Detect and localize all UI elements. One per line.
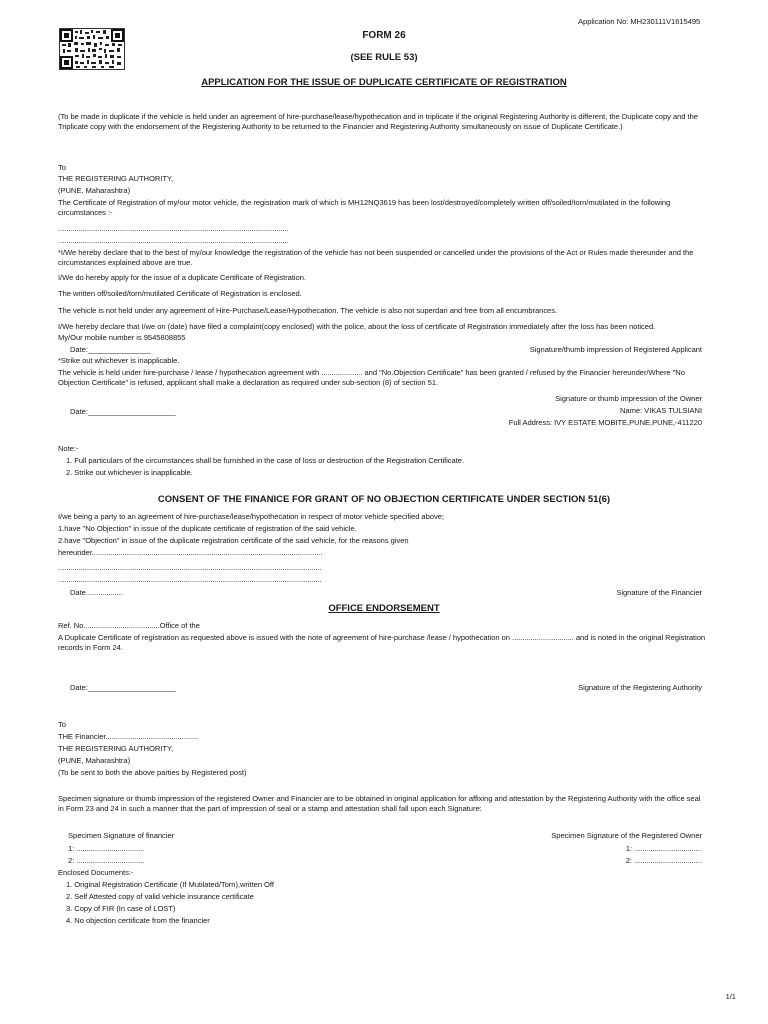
owner-date: Date:_____________________ [70,407,176,416]
circumstance-line-1: ................................................................................................................ [58,224,289,233]
owner-signature: Signature or thumb impression of the Owner [555,394,702,403]
applicant-date: Date:_______________ [70,345,151,354]
note-heading: Note:- [58,444,79,453]
financier-address: THE Financier............................................. [58,732,199,741]
rule-reference: (SEE RULE 53) [350,52,418,63]
enclosed-heading: Enclosed Documents:- [58,868,134,877]
office-endorsement-text: A Duplicate Certificate of registration as requested above is issued with the note of agreement of hire-purchase /lease / hypothecation on .............................. and is noted in the original Registration records in Form 24. [58,633,706,652]
note-1: 1. Full particulars of the circumstances shall be furnished in the case of loss or destruction of the Registration Certificate. [66,456,465,465]
main-title: APPLICATION FOR THE ISSUE OF DUPLICATE CERTIFICATE OF REGISTRATION [201,77,567,88]
enclosed-item-4: 4. No objection certificate from the financier [66,916,210,925]
financier-signature: Signature of the Financier [616,588,702,597]
applicant-signature: Signature/thumb impression of Registered Applicant [529,345,702,354]
declaration-4: The vehicle is not held under any agreement of Hire-Purchase/Lease/Hypothecation. The vehicle is also not superdari and free from all encumbrances. [58,306,558,315]
declaration-5: I/We hereby declare that I/we on (date) have filed a complaint(copy enclosed) with the police, about the loss of certificate of Registration immediately after the loss has been noticed. [58,322,656,331]
registering-authority-2: THE REGISTERING AUTHORITY, [58,744,174,753]
financier-date: Date.................. [70,588,123,597]
enclosed-item-3: 3. Copy of FIR (In case of LOST) [66,904,176,913]
specimen-owner-label: Specimen Signature of the Registered Owner [551,831,702,840]
financier-specimen-1: 1: ................................. [68,844,145,853]
to-label-2: To [58,720,66,729]
office-endorsement-title: OFFICE ENDORSEMENT [328,603,440,614]
authority-date: Date:_____________________ [70,683,176,692]
application-number: Application No: MH230111V1615495 [578,17,701,26]
owner-name: Name: VIKAS TULSIANI [620,406,702,415]
owner-specimen-1: 1: ................................. [625,844,702,853]
certificate-text: The Certificate of Registration of my/our motor vehicle, the registration mark of which is MH12NQ3619 has been lost/destroyed/completely written off/soiled/torn/mutilated in the following circumstances :- [58,198,671,217]
consent-line-1: I/we being a party to an agreement of hire-purchase/lease/hypothecation in respect of motor vehicle specified above; [58,512,444,521]
owner-address: Full Address: IVY ESTATE MOBITE,PUNE,PUNE,-411220 [508,418,702,427]
circumstance-line-2: ................................................................................................................ [58,236,289,245]
declaration-3: The written off/soiled/torn/mutilated Certificate of Registration is enclosed. [58,289,302,298]
reference-number: Ref. No.....................................Office of the [58,621,200,630]
consent-line-3: 2.have "Objection" in issue of the duplicate registration certificate of the said vehicle, for the reasons given [58,536,409,545]
strike-note: *Strike out whichever is inapplicable. [58,356,180,365]
form-title: FORM 26 [362,30,406,41]
consent-line-2: 1.have "No Objection" in issue of the duplicate certificate of registration of the said vehicle. [58,524,357,533]
enclosed-item-2: 2. Self Attested copy of valid vehicle insurance certificate [66,892,254,901]
declaration-1: *I/We hereby declare that to the best of my/our knowledge the registration of the vehicle has not been suspended or cancelled under the provisions of the Act or Rules made thereunder and the circumstances explained above are true. [58,248,694,267]
declaration-2: I/We do hereby apply for the issue of a duplicate Certificate of Registration. [58,273,306,282]
consent-line-4: hereunder................................................................................................................ [58,548,323,557]
specimen-instructions: Specimen signature or thumb impression of the registered Owner and Financier are to be obtained in original application for affixing and attestation by the Registering Authority with the office seal in Form 23 and 24 in such a manner that the part of impression of seal or a stamp and attestation shall fall upon each Signature: [58,794,701,813]
page-number: 1/1 [725,992,736,1001]
hire-purchase-text: The vehicle is held under hire-purchase / lease / hypothecation agreement with .................... and "No.Objection Certificate" has been granted / refused by the Financier hereunder/Where "No Objection Certificate" is refused, applicant shall make a declaration as required under sub-section (8) of section 51. [58,368,685,387]
authority-place: (PUNE, Maharashtra) [58,186,131,195]
mobile-number: My/Our mobile number is 9545808855 [58,333,186,342]
registered-post-note: (To be sent to both the above parties by Registered post) [58,768,247,777]
qr-code-graphic [60,29,124,69]
authority-signature: Signature of the Registering Authority [578,683,702,692]
consent-dotline-1: ................................................................................................................................ [58,563,322,572]
intro-paragraph: (To be made in duplicate if the vehicle is held under an agreement of hire-purchase/lease/hypothecation and in triplicate if the original Registering Authority is different, the Duplicate copy and the Triplicate copy with the endorsement of the Registering Authority to be returned to the Financier and Registering Authority simultaneously on issue of Duplicate Certificate.) [58,112,698,131]
registering-authority: THE REGISTERING AUTHORITY, [58,174,174,183]
note-2: 2. Strike out whichever is inapplicable. [66,468,193,477]
owner-specimen-2: 2: ................................. [625,856,702,865]
to-label: To [58,163,66,172]
financier-specimen-2: 2: ................................. [68,856,145,865]
specimen-financier-label: Specimen Signature of financier [68,831,175,840]
consent-title: CONSENT OF THE FINANICE FOR GRANT OF NO OBJECTION CERTIFICATE UNDER SECTION 51(6) [157,494,611,505]
qr-code [59,28,125,70]
enclosed-item-1: 1. Original Registration Certificate (If Mutilated/Torn),written Off [66,880,274,889]
consent-dotline-2: ................................................................................................................................ [58,575,322,584]
authority-place-2: (PUNE, Maharashtra) [58,756,131,765]
